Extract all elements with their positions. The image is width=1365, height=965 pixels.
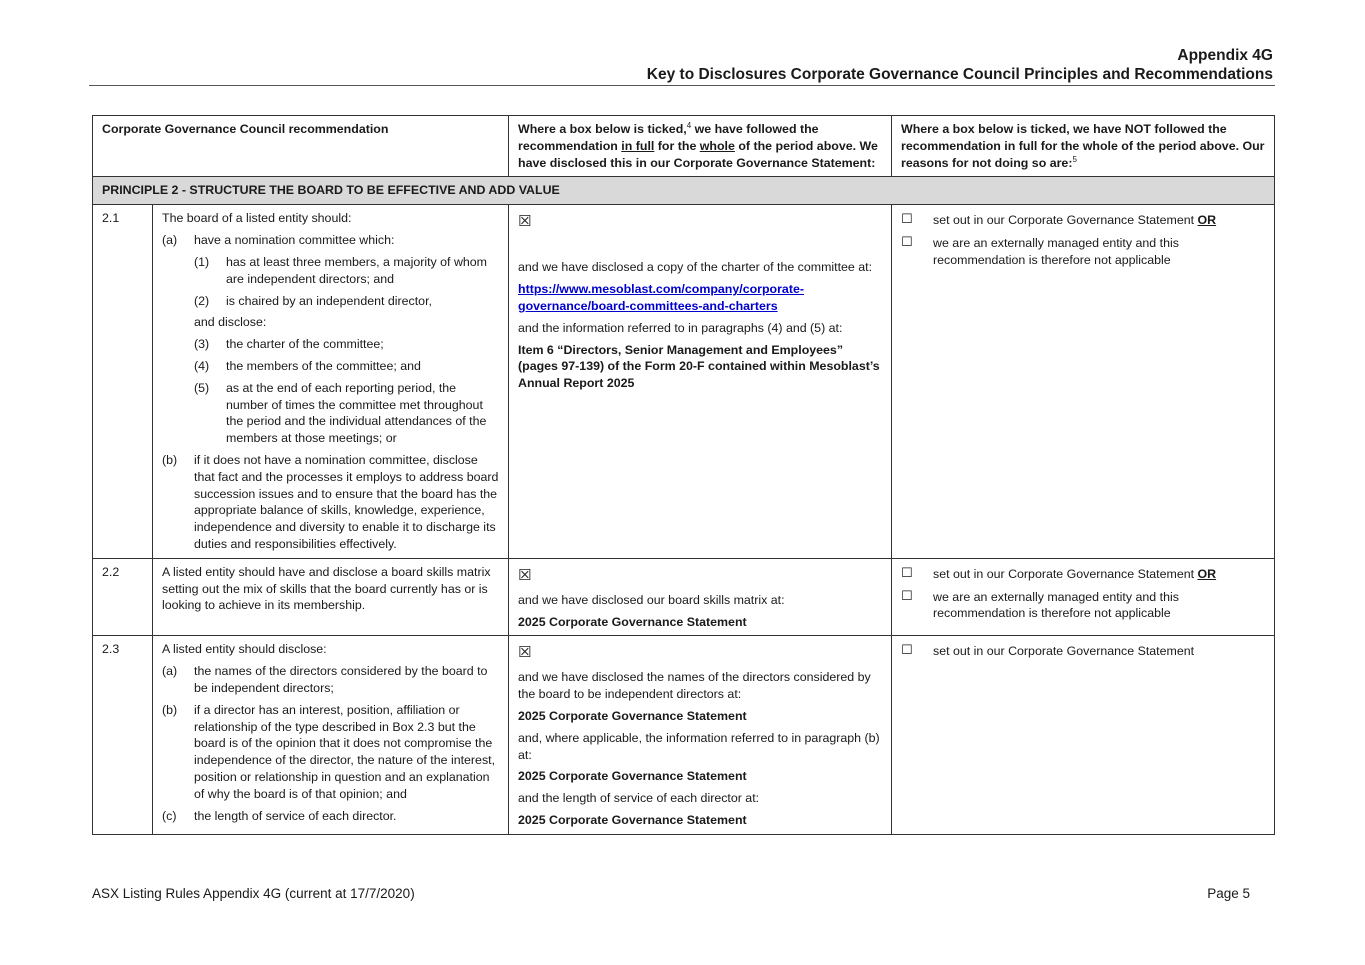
- table-row: [93, 558, 1275, 636]
- recommendations-table: [92, 115, 1275, 835]
- checked-box-icon[interactable]: ☒: [518, 565, 532, 584]
- row-number: 2.2: [93, 558, 153, 636]
- header-recommendation: Corporate Governance Council recommendation: [93, 116, 509, 177]
- header-divider: [89, 85, 1275, 86]
- unchecked-box-icon[interactable]: ☐: [901, 588, 913, 604]
- unchecked-box-icon[interactable]: ☐: [901, 643, 913, 659]
- recommendation-text: The board of a listed entity should: (a) have a nomination committee which: (1) has at least three members, a majority of whom are independent directors; and (2) is chaired by an independent director, and disclose: (3) the charter of the committee; (4) the members of the committee; and (5) as at the end of each reporting period, the number of times the committee met throughout the period and the individual attendances of the members at those meetings; or (b) if it does not have a nomination committee, disclose that fact and the processes it employs to address board succession issues and to ensure that the board has the appropriate balance of skills, knowledge, experience, independence and diversity to enable it to discharge its duties and responsibilities effectively.: [153, 205, 509, 558]
- table-row: [93, 205, 1275, 558]
- table-row: [93, 636, 1275, 834]
- checked-box-icon[interactable]: ☒: [518, 212, 532, 231]
- unchecked-box-icon[interactable]: ☐: [901, 235, 913, 251]
- not-followed-reasons: ☐ set out in our Corporate Governance Statement OR ☐ we are an externally managed entity and this recommendation is therefore not applicable: [892, 558, 1275, 636]
- header-subtitle: Key to Disclosures Corporate Governance Council Principles and Recommendations: [646, 65, 1273, 83]
- followed-disclosure: ☒ and we have disclosed the names of the directors considered by the board to be independent directors at: 2025 Corporate Governance Statement and, where applicable, the information referred to in paragraph (b) at: 2025 Corporate Governance Statement and the length of service of each director at: 2025 Corporate Governance Statement: [509, 636, 892, 834]
- row-number: 2.3: [93, 636, 153, 834]
- header-followed: Where a box below is ticked,$^4$ we have followed the recommendation in full for the whole of the period above. We have disclosed this in our Corporate Governance Statement:: [509, 116, 892, 177]
- not-followed-reasons: ☐ set out in our Corporate Governance Statement OR ☐ we are an externally managed entity and this recommendation is therefore not applicable: [892, 205, 1275, 558]
- table-header-row: [93, 116, 1275, 177]
- charter-link[interactable]: https://www.mesoblast.com/company/corporate-governance/board-committees-and-charters: [518, 282, 804, 313]
- footer-source: ASX Listing Rules Appendix 4G (current at 17/7/2020): [92, 886, 415, 901]
- recommendation-text: A listed entity should have and disclose a board skills matrix setting out the mix of skills that the board currently has or is looking to achieve in its membership.: [153, 558, 509, 636]
- row-number: 2.1: [93, 205, 153, 558]
- followed-disclosure: ☒ and we have disclosed our board skills matrix at: 2025 Corporate Governance Statement: [509, 558, 892, 636]
- header-title: Appendix 4G: [1177, 47, 1273, 64]
- page-number: Page 5: [1207, 886, 1250, 901]
- recommendation-text: A listed entity should disclose: (a) the names of the directors considered by the board to be independent directors; (b) if a director has an interest, position, affiliation or relationship of the type described in Box 2.3 but the board is of the opinion that it does not compromise the independence of the director, the nature of the interest, position or relationship in question and an explanation of why the board is of that opinion; and (c) the length of service of each director.: [153, 636, 509, 834]
- principle-title: PRINCIPLE 2 - STRUCTURE THE BOARD TO BE EFFECTIVE AND ADD VALUE: [93, 177, 1275, 205]
- checked-box-icon[interactable]: ☒: [518, 643, 532, 662]
- unchecked-box-icon[interactable]: ☐: [901, 212, 913, 228]
- followed-disclosure: ☒ and we have disclosed a copy of the charter of the committee at: https://www.mesoblast.com/company/corporate-governance/board-committees-and-charters and the information referred to in paragraphs (4) and (5) at: Item 6 “Directors, Senior Management and Employees” (pages 97-139) of the Form 20-F contained within Mesoblast’s Annual Report 2025: [509, 205, 892, 558]
- header-not-followed: Where a box below is ticked, we have NOT followed the recommendation in full for the whole of the period above. Our reasons for not doing so are:$^5$: [892, 116, 1275, 177]
- not-followed-reasons: ☐ set out in our Corporate Governance Statement: [892, 636, 1275, 834]
- page-header: [647, 47, 1273, 84]
- principle-row: [93, 177, 1275, 205]
- unchecked-box-icon[interactable]: ☐: [901, 565, 913, 581]
